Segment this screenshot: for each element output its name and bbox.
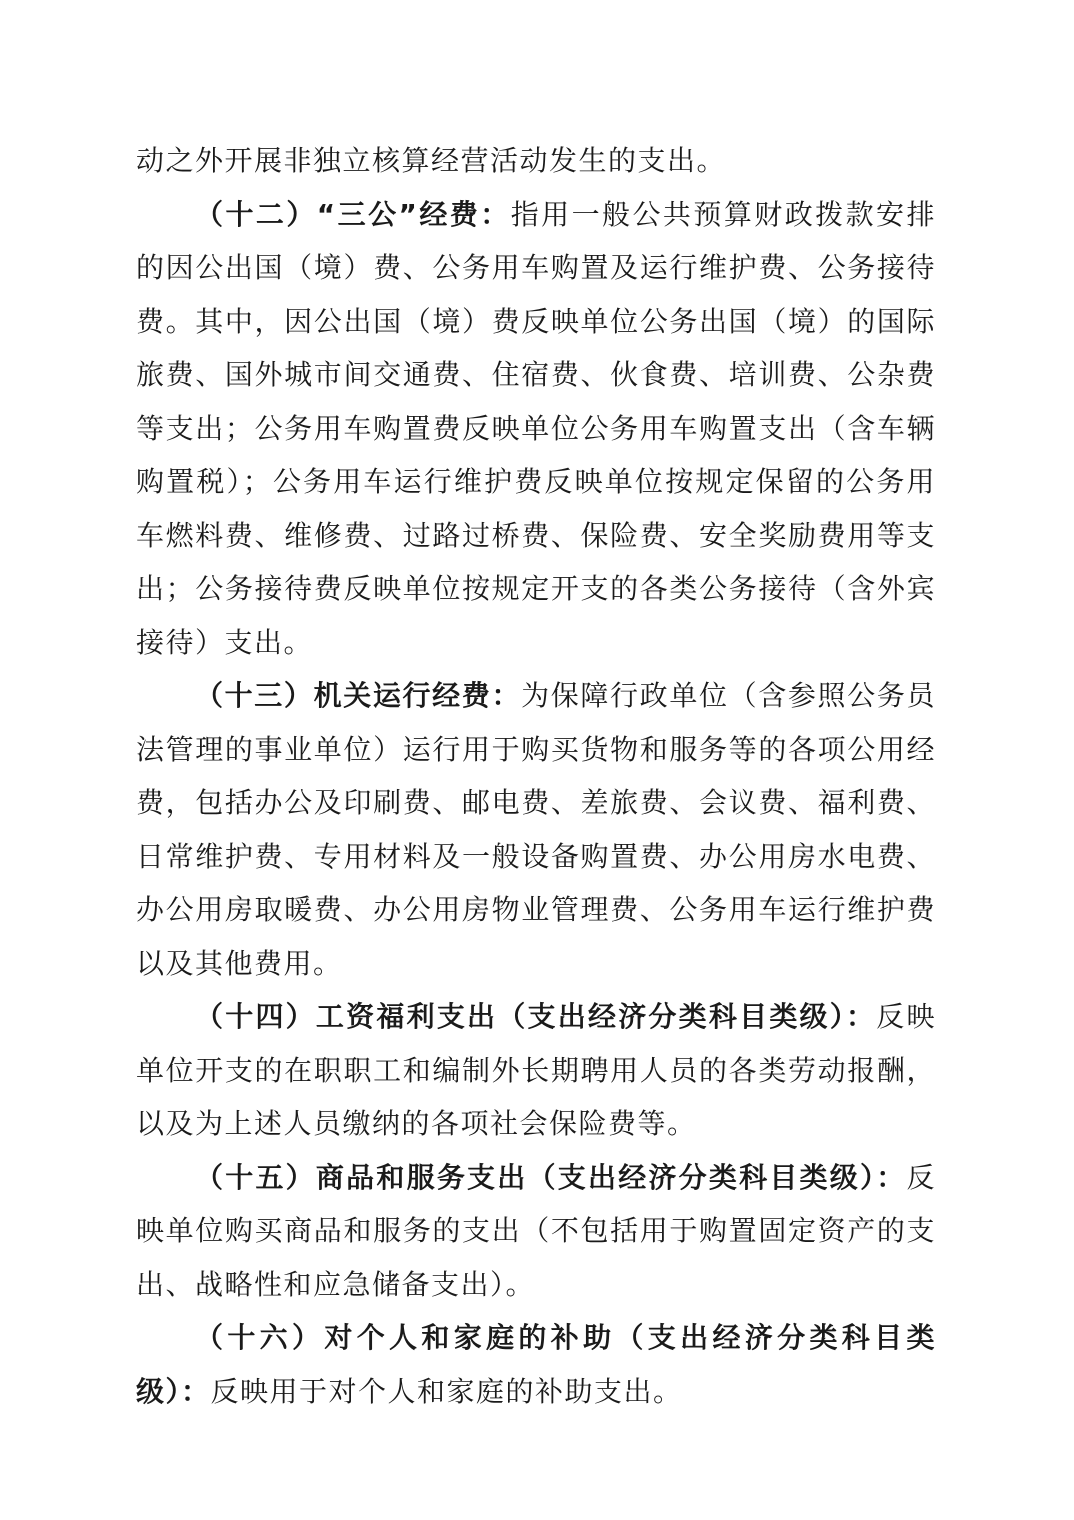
paragraph-body: 为保障行政单位（含参照公务员法管理的事业单位）运行用于购买货物和服务等的各项公用经费，包括办公及印刷费、邮电费、差旅费、会议费、福利费、日常维护费、专用材料及一般设备购置费、办公用房水电费、办公用房取暖费、办公用房物业管理费、公务用车运行维护费以及其他费用。 xyxy=(136,679,936,980)
paragraph-body: 反映单位开支的在职职工和编制外长期聘用人员的各类劳动报酬，以及为上述人员缴纳的各项社会保险费等。 xyxy=(136,1000,936,1140)
document-body xyxy=(136,134,936,1418)
paragraph-heading: （十六）对个人和家庭的补助（支出经济分类科目类级）： xyxy=(136,1321,936,1408)
paragraph-household-subsidies xyxy=(136,1311,936,1418)
paragraph-continuation xyxy=(136,134,936,188)
paragraph-heading: （十二）“三公”经费： xyxy=(195,197,511,231)
paragraph-body: 指用一般公共预算财政拨款安排的因公出国（境）费、公务用车购置及运行维护费、公务接待费。其中，因公出国（境）费反映单位公务出国（境）的国际旅费、国外城市间交通费、住宿费、伙食费、培训费、公杂费等支出；公务用车购置费反映单位公务用车购置支出（含车辆购置税）；公务用车运行维护费反映单位按规定保留的公务用车燃料费、维修费、过路过桥费、保险费、安全奖励费用等支出；公务接待费反映单位按规定开支的各类公务接待（含外宾接待）支出。 xyxy=(136,197,936,659)
paragraph-sangong-funds xyxy=(136,188,936,670)
paragraph-agency-operating-funds xyxy=(136,669,936,990)
paragraph-heading: （十三）机关运行经费： xyxy=(195,679,522,712)
paragraph-body: 动之外开展非独立核算经营活动发生的支出。 xyxy=(136,144,727,177)
paragraph-goods-services xyxy=(136,1151,936,1312)
paragraph-heading: （十五）商品和服务支出（支出经济分类科目类级）： xyxy=(195,1160,907,1194)
paragraph-heading: （十四）工资福利支出（支出经济分类科目类级）： xyxy=(195,1000,877,1033)
paragraph-body: 反映用于对个人和家庭的补助支出。 xyxy=(210,1374,683,1408)
paragraph-body: 反映单位购买商品和服务的支出（不包括用于购置固定资产的支出、战略性和应急储备支出）。 xyxy=(136,1160,936,1301)
paragraph-wages-welfare xyxy=(136,990,936,1151)
